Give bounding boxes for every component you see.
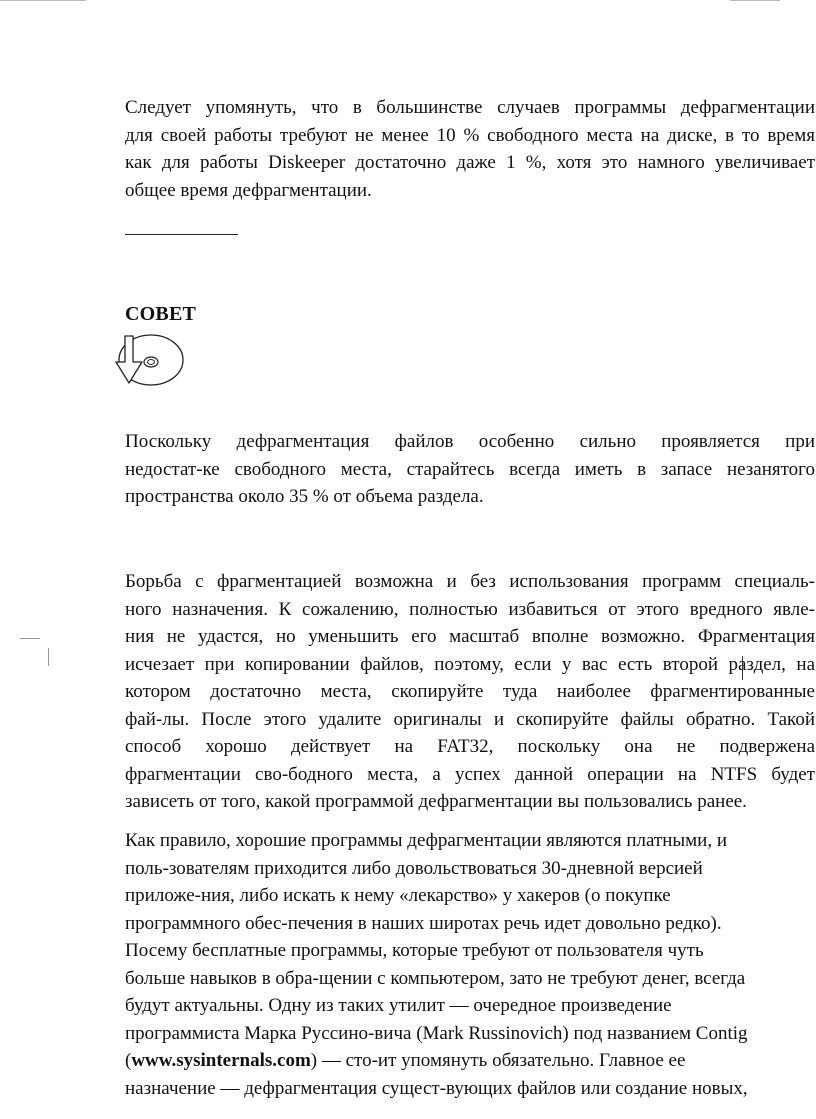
sysinternals-link[interactable]: www.sysinternals.com xyxy=(131,1050,311,1071)
text-line: будут актуальны. Одну из таких утилит — очередное произведение xyxy=(125,995,672,1016)
text-line: приложе-ния, либо искать к нему «лекарство» у хакеров (о покупке xyxy=(125,885,671,906)
text-line: способ хорошо действует на FAT32, поскольку она не подвержена xyxy=(125,736,815,757)
text-line: фрагментации сво-бодного места, а успех данной операции на NTFS будет xyxy=(125,763,815,785)
paragraph-minimum-free-space xyxy=(125,94,815,204)
page-edge-mark xyxy=(730,0,780,1)
tip-text xyxy=(125,428,815,511)
text-line: поль-зователям приходится либо довольствоваться 30-дневной версией xyxy=(125,857,703,879)
tip-heading: СОВЕТ xyxy=(125,303,197,325)
footnote-separator xyxy=(125,234,238,235)
margin-mark xyxy=(20,638,40,639)
paragraph-contig-utility xyxy=(125,827,815,1102)
text-line: фай-лы. После этого удалите оригиналы и скопируйте файлы обратно. Такой xyxy=(125,708,815,730)
text-line: Посему бесплатные программы, которые требуют от пользователя чуть xyxy=(125,940,704,961)
text-line: исчезает при копировании файлов, поэтому, если у вас есть второй раздел, на xyxy=(125,653,815,675)
text-line: пространства около 35 % от объема раздела. xyxy=(125,486,484,507)
text-line xyxy=(125,1047,815,1075)
text-line: для своей работы требуют не менее 10 % свободного места на диске, в то время xyxy=(125,124,815,146)
text-line: программного обес-печения в наших широтах речь идет довольно редко). xyxy=(125,912,722,934)
text-line: зависеть от того, какой программой дефрагментации вы пользовались ранее. xyxy=(125,791,747,812)
paragraph-manual-defragmentation xyxy=(125,568,815,816)
text-line: как для работы Diskeeper достаточно даже 1 %, хотя это намного увеличивает xyxy=(125,152,815,173)
text-line: Борьба с фрагментацией возможна и без использования программ специаль- xyxy=(125,571,815,592)
tip-arrow-disc-icon xyxy=(113,332,185,388)
margin-mark xyxy=(48,648,49,666)
paren-open: ( xyxy=(125,1050,132,1071)
text-line: общее время дефрагментации. xyxy=(125,179,372,201)
text-line: Следует упомянуть, что в большинстве случаев программы дефрагментации xyxy=(125,97,815,118)
text-cursor xyxy=(742,656,743,680)
text-line: ного назначения. К сожалению, полностью избавиться от этого вредного явле- xyxy=(125,598,815,620)
text-line: ния не удастся, но уменьшить его масштаб вполне возможно. Фрагментация xyxy=(125,626,815,647)
text-fragment: ) — сто-ит упомянуть обязательно. Главное ее xyxy=(310,1050,686,1071)
text-line: недостат-ке свободного места, старайтесь всегда иметь в запасе незанятого xyxy=(125,458,815,480)
text-line: больше навыков в обра-щении с компьютером, зато не требуют денег, всегда xyxy=(125,967,746,989)
text-line: котором достаточно места, скопируйте туда наиболее фрагментированные xyxy=(125,681,815,702)
text-line: Поскольку дефрагментация файлов особенно сильно проявляется при xyxy=(125,431,815,452)
text-line: программиста Марка Руссино-вича (Mark Russinovich) под названием Contig xyxy=(125,1022,748,1044)
page-edge-mark xyxy=(0,0,86,1)
text-line: назначение — дефрагментация сущест-вующих файлов или создание новых, xyxy=(125,1077,748,1099)
text-line: Как правило, хорошие программы дефрагментации являются платными, и xyxy=(125,830,728,851)
